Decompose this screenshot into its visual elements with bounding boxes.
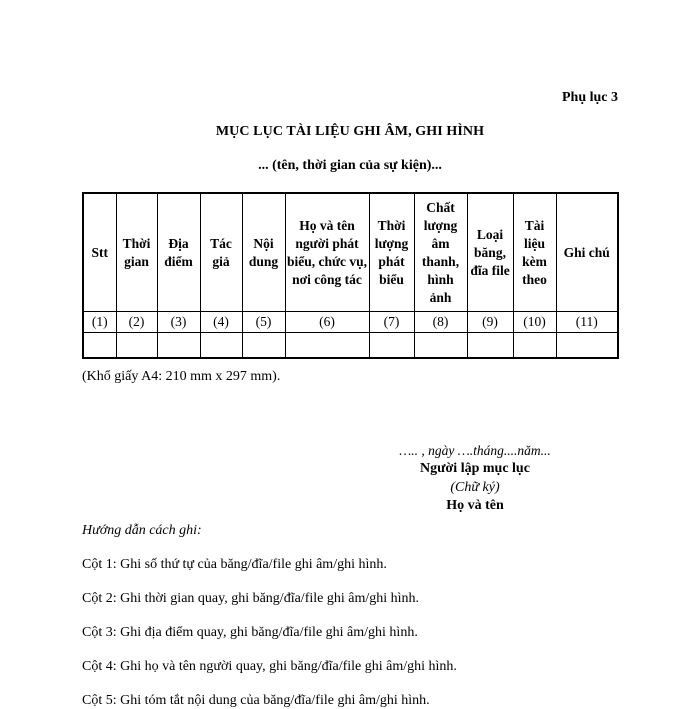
guide-line: Cột 2: Ghi thời gian quay, ghi băng/đĩa/file ghi âm/ghi hình.: [82, 591, 420, 606]
column-number-cell: (1): [83, 312, 116, 333]
document-title: MỤC LỤC TÀI LIỆU GHI ÂM, GHI HÌNH: [215, 124, 485, 139]
table-row: [83, 333, 618, 359]
guide-line: Cột 1: Ghi số thứ tự của băng/đĩa/file ghi âm/ghi hình.: [82, 557, 387, 572]
column-number-cell: (3): [157, 312, 200, 333]
paper-size-note: (Khổ giấy A4: 210 mm x 297 mm).: [82, 369, 281, 384]
document-subtitle: ... (tên, thời gian của sự kiện)...: [258, 158, 442, 173]
column-number-cell: (8): [414, 312, 467, 333]
table-cell: [116, 333, 157, 359]
table-cell: [467, 333, 513, 359]
header-cell: Tác giả: [200, 193, 242, 312]
column-number-cell: (7): [369, 312, 414, 333]
column-number-cell: (11): [556, 312, 618, 333]
table-cell: [556, 333, 618, 359]
guide-title: Hướng dẫn cách ghi:: [82, 523, 202, 538]
header-cell: Chất lượng âm thanh, hình ảnh: [414, 193, 467, 312]
table-header-row: [83, 193, 618, 312]
column-number-cell: (6): [285, 312, 369, 333]
header-cell: Ghi chú: [556, 193, 618, 312]
header-cell: Nội dung: [242, 193, 285, 312]
table-cell: [157, 333, 200, 359]
appendix-label: Phụ lục 3: [561, 90, 618, 105]
column-number-row: [83, 312, 618, 333]
table-cell: [200, 333, 242, 359]
column-number-cell: (4): [200, 312, 242, 333]
column-number-cell: (5): [242, 312, 285, 333]
header-cell: Thời gian: [116, 193, 157, 312]
table-cell: [285, 333, 369, 359]
table-cell: [513, 333, 556, 359]
guide-line: Cột 5: Ghi tóm tắt nội dung của băng/đĩa/file ghi âm/ghi hình.: [82, 693, 430, 708]
column-number-cell: (2): [116, 312, 157, 333]
table-cell: [369, 333, 414, 359]
signature-role: Người lập mục lục: [420, 461, 530, 476]
header-cell: Họ và tên người phát biểu, chức vụ, nơi công tác: [285, 193, 369, 312]
table-cell: [83, 333, 116, 359]
signature-label: (Chữ ký): [450, 480, 500, 495]
guide-line: Cột 3: Ghi địa điểm quay, ghi băng/đĩa/file ghi âm/ghi hình.: [82, 625, 418, 640]
header-cell: Loại băng, đĩa file: [467, 193, 513, 312]
guide-line: Cột 4: Ghi họ và tên người quay, ghi băng/đĩa/file ghi âm/ghi hình.: [82, 659, 457, 674]
signature-date-line: ….. , ngày ….tháng....năm...: [399, 443, 551, 458]
table-cell: [414, 333, 467, 359]
column-number-cell: (10): [513, 312, 556, 333]
signature-name-label: Họ và tên: [446, 498, 504, 513]
table-cell: [242, 333, 285, 359]
header-cell: Thời lượng phát biểu: [369, 193, 414, 312]
catalog-table: [82, 192, 619, 359]
header-cell: Địa điểm: [157, 193, 200, 312]
header-cell: Tài liệu kèm theo: [513, 193, 556, 312]
column-number-cell: (9): [467, 312, 513, 333]
header-cell: Stt: [83, 193, 116, 312]
